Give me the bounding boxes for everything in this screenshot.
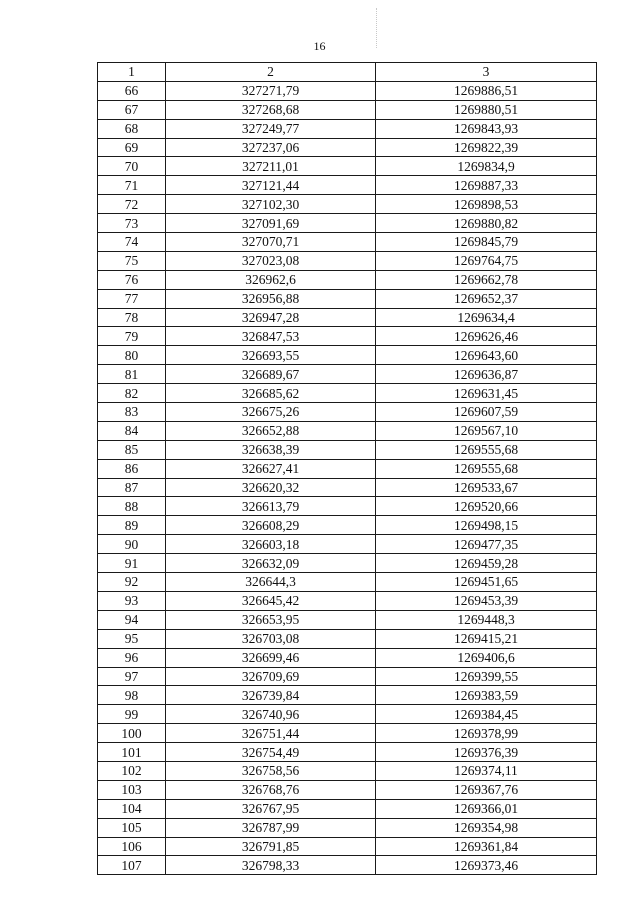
table-row <box>98 384 597 403</box>
table-row <box>98 591 597 610</box>
cell-y-coordinate: 1269764,75 <box>376 251 597 270</box>
cell-x-coordinate: 326632,09 <box>166 554 376 573</box>
cell-y-coordinate: 1269366,01 <box>376 799 597 818</box>
cell-point-number: 73 <box>98 214 166 233</box>
cell-point-number: 89 <box>98 516 166 535</box>
cell-point-number: 102 <box>98 761 166 780</box>
cell-x-coordinate: 327023,08 <box>166 251 376 270</box>
table-row <box>98 837 597 856</box>
table-row <box>98 346 597 365</box>
cell-point-number: 69 <box>98 138 166 157</box>
table-row <box>98 856 597 875</box>
cell-x-coordinate: 326652,88 <box>166 421 376 440</box>
cell-y-coordinate: 1269626,46 <box>376 327 597 346</box>
cell-point-number: 71 <box>98 176 166 195</box>
cell-x-coordinate: 326787,99 <box>166 818 376 837</box>
cell-point-number: 100 <box>98 724 166 743</box>
cell-y-coordinate: 1269533,67 <box>376 478 597 497</box>
table-row <box>98 667 597 686</box>
table-row <box>98 157 597 176</box>
cell-point-number: 91 <box>98 554 166 573</box>
column-header-y-coordinate: 3 <box>376 63 597 82</box>
cell-y-coordinate: 1269834,9 <box>376 157 597 176</box>
cell-y-coordinate: 1269887,33 <box>376 176 597 195</box>
cell-point-number: 77 <box>98 289 166 308</box>
cell-y-coordinate: 1269367,76 <box>376 780 597 799</box>
cell-x-coordinate: 326645,42 <box>166 591 376 610</box>
cell-y-coordinate: 1269376,39 <box>376 743 597 762</box>
cell-y-coordinate: 1269373,46 <box>376 856 597 875</box>
table-row <box>98 648 597 667</box>
cell-point-number: 101 <box>98 743 166 762</box>
cell-point-number: 107 <box>98 856 166 875</box>
table-body <box>98 81 597 874</box>
table-row <box>98 270 597 289</box>
cell-x-coordinate: 326689,67 <box>166 365 376 384</box>
cell-x-coordinate: 326693,55 <box>166 346 376 365</box>
cell-y-coordinate: 1269652,37 <box>376 289 597 308</box>
cell-x-coordinate: 326709,69 <box>166 667 376 686</box>
cell-x-coordinate: 326740,96 <box>166 705 376 724</box>
column-header-point-number: 1 <box>98 63 166 82</box>
cell-point-number: 74 <box>98 233 166 252</box>
cell-x-coordinate: 326962,6 <box>166 270 376 289</box>
cell-x-coordinate: 326758,56 <box>166 761 376 780</box>
cell-y-coordinate: 1269383,59 <box>376 686 597 705</box>
cell-x-coordinate: 327102,30 <box>166 195 376 214</box>
cell-point-number: 96 <box>98 648 166 667</box>
cell-y-coordinate: 1269399,55 <box>376 667 597 686</box>
cell-x-coordinate: 327268,68 <box>166 100 376 119</box>
cell-y-coordinate: 1269448,3 <box>376 610 597 629</box>
cell-y-coordinate: 1269898,53 <box>376 195 597 214</box>
cell-x-coordinate: 327091,69 <box>166 214 376 233</box>
cell-point-number: 103 <box>98 780 166 799</box>
cell-y-coordinate: 1269631,45 <box>376 384 597 403</box>
table-row <box>98 818 597 837</box>
cell-y-coordinate: 1269459,28 <box>376 554 597 573</box>
cell-x-coordinate: 326751,44 <box>166 724 376 743</box>
cell-point-number: 67 <box>98 100 166 119</box>
table-row <box>98 573 597 592</box>
cell-point-number: 93 <box>98 591 166 610</box>
cell-y-coordinate: 1269886,51 <box>376 81 597 100</box>
cell-x-coordinate: 326613,79 <box>166 497 376 516</box>
cell-y-coordinate: 1269520,66 <box>376 497 597 516</box>
cell-x-coordinate: 326739,84 <box>166 686 376 705</box>
cell-point-number: 66 <box>98 81 166 100</box>
table-row <box>98 421 597 440</box>
table-row <box>98 214 597 233</box>
cell-y-coordinate: 1269636,87 <box>376 365 597 384</box>
table-row <box>98 497 597 516</box>
table-row <box>98 176 597 195</box>
cell-y-coordinate: 1269845,79 <box>376 233 597 252</box>
cell-y-coordinate: 1269453,39 <box>376 591 597 610</box>
cell-y-coordinate: 1269374,11 <box>376 761 597 780</box>
cell-point-number: 105 <box>98 818 166 837</box>
cell-point-number: 85 <box>98 440 166 459</box>
cell-x-coordinate: 327237,06 <box>166 138 376 157</box>
table-row <box>98 554 597 573</box>
cell-point-number: 94 <box>98 610 166 629</box>
table-row <box>98 459 597 478</box>
table-row <box>98 743 597 762</box>
table-row <box>98 233 597 252</box>
cell-x-coordinate: 326675,26 <box>166 403 376 422</box>
cell-y-coordinate: 1269361,84 <box>376 837 597 856</box>
table-row <box>98 119 597 138</box>
cell-point-number: 72 <box>98 195 166 214</box>
table-row <box>98 516 597 535</box>
cell-x-coordinate: 327249,77 <box>166 119 376 138</box>
cell-point-number: 87 <box>98 478 166 497</box>
cell-point-number: 88 <box>98 497 166 516</box>
cell-y-coordinate: 1269451,65 <box>376 573 597 592</box>
cell-point-number: 98 <box>98 686 166 705</box>
cell-y-coordinate: 1269880,51 <box>376 100 597 119</box>
cell-y-coordinate: 1269643,60 <box>376 346 597 365</box>
cell-point-number: 81 <box>98 365 166 384</box>
cell-y-coordinate: 1269662,78 <box>376 270 597 289</box>
cell-point-number: 83 <box>98 403 166 422</box>
cell-point-number: 70 <box>98 157 166 176</box>
cell-point-number: 106 <box>98 837 166 856</box>
cell-point-number: 82 <box>98 384 166 403</box>
cell-y-coordinate: 1269607,59 <box>376 403 597 422</box>
cell-x-coordinate: 326754,49 <box>166 743 376 762</box>
table-header-row <box>98 63 597 82</box>
cell-y-coordinate: 1269822,39 <box>376 138 597 157</box>
cell-point-number: 84 <box>98 421 166 440</box>
table-row <box>98 440 597 459</box>
cell-point-number: 97 <box>98 667 166 686</box>
cell-point-number: 92 <box>98 573 166 592</box>
cell-x-coordinate: 326768,76 <box>166 780 376 799</box>
table-row <box>98 724 597 743</box>
table-row <box>98 535 597 554</box>
cell-y-coordinate: 1269880,82 <box>376 214 597 233</box>
table-row <box>98 705 597 724</box>
cell-point-number: 99 <box>98 705 166 724</box>
table-row <box>98 686 597 705</box>
cell-x-coordinate: 327271,79 <box>166 81 376 100</box>
cell-x-coordinate: 326947,28 <box>166 308 376 327</box>
table-row <box>98 780 597 799</box>
table-row <box>98 138 597 157</box>
table-row <box>98 799 597 818</box>
cell-y-coordinate: 1269555,68 <box>376 459 597 478</box>
cell-x-coordinate: 326767,95 <box>166 799 376 818</box>
coordinates-table <box>97 62 597 875</box>
cell-y-coordinate: 1269843,93 <box>376 119 597 138</box>
cell-x-coordinate: 326603,18 <box>166 535 376 554</box>
table-row <box>98 81 597 100</box>
cell-x-coordinate: 326627,41 <box>166 459 376 478</box>
cell-point-number: 78 <box>98 308 166 327</box>
cell-x-coordinate: 326644,3 <box>166 573 376 592</box>
cell-x-coordinate: 326847,53 <box>166 327 376 346</box>
table-row <box>98 478 597 497</box>
cell-point-number: 75 <box>98 251 166 270</box>
cell-y-coordinate: 1269555,68 <box>376 440 597 459</box>
table-row <box>98 289 597 308</box>
cell-x-coordinate: 326956,88 <box>166 289 376 308</box>
table-row <box>98 761 597 780</box>
table-row <box>98 195 597 214</box>
table-row <box>98 251 597 270</box>
cell-point-number: 80 <box>98 346 166 365</box>
cell-x-coordinate: 326699,46 <box>166 648 376 667</box>
cell-y-coordinate: 1269498,15 <box>376 516 597 535</box>
cell-y-coordinate: 1269567,10 <box>376 421 597 440</box>
cell-point-number: 95 <box>98 629 166 648</box>
cell-x-coordinate: 326620,32 <box>166 478 376 497</box>
table-row <box>98 610 597 629</box>
cell-x-coordinate: 326653,95 <box>166 610 376 629</box>
cell-y-coordinate: 1269378,99 <box>376 724 597 743</box>
cell-point-number: 90 <box>98 535 166 554</box>
cell-y-coordinate: 1269415,21 <box>376 629 597 648</box>
table-row <box>98 308 597 327</box>
column-header-x-coordinate: 2 <box>166 63 376 82</box>
table-row <box>98 365 597 384</box>
cell-x-coordinate: 327070,71 <box>166 233 376 252</box>
cell-x-coordinate: 326608,29 <box>166 516 376 535</box>
table-row <box>98 403 597 422</box>
cell-x-coordinate: 326638,39 <box>166 440 376 459</box>
table-row <box>98 100 597 119</box>
cell-x-coordinate: 326798,33 <box>166 856 376 875</box>
cell-y-coordinate: 1269406,6 <box>376 648 597 667</box>
cell-point-number: 76 <box>98 270 166 289</box>
cell-x-coordinate: 326685,62 <box>166 384 376 403</box>
cell-y-coordinate: 1269477,35 <box>376 535 597 554</box>
cell-x-coordinate: 326791,85 <box>166 837 376 856</box>
cell-x-coordinate: 326703,08 <box>166 629 376 648</box>
cell-y-coordinate: 1269384,45 <box>376 705 597 724</box>
cell-point-number: 79 <box>98 327 166 346</box>
cell-x-coordinate: 327211,01 <box>166 157 376 176</box>
cell-y-coordinate: 1269634,4 <box>376 308 597 327</box>
cell-point-number: 86 <box>98 459 166 478</box>
cell-x-coordinate: 327121,44 <box>166 176 376 195</box>
cell-point-number: 68 <box>98 119 166 138</box>
cell-point-number: 104 <box>98 799 166 818</box>
page-number: 16 <box>313 39 326 53</box>
cell-y-coordinate: 1269354,98 <box>376 818 597 837</box>
table-row <box>98 629 597 648</box>
table-row <box>98 327 597 346</box>
